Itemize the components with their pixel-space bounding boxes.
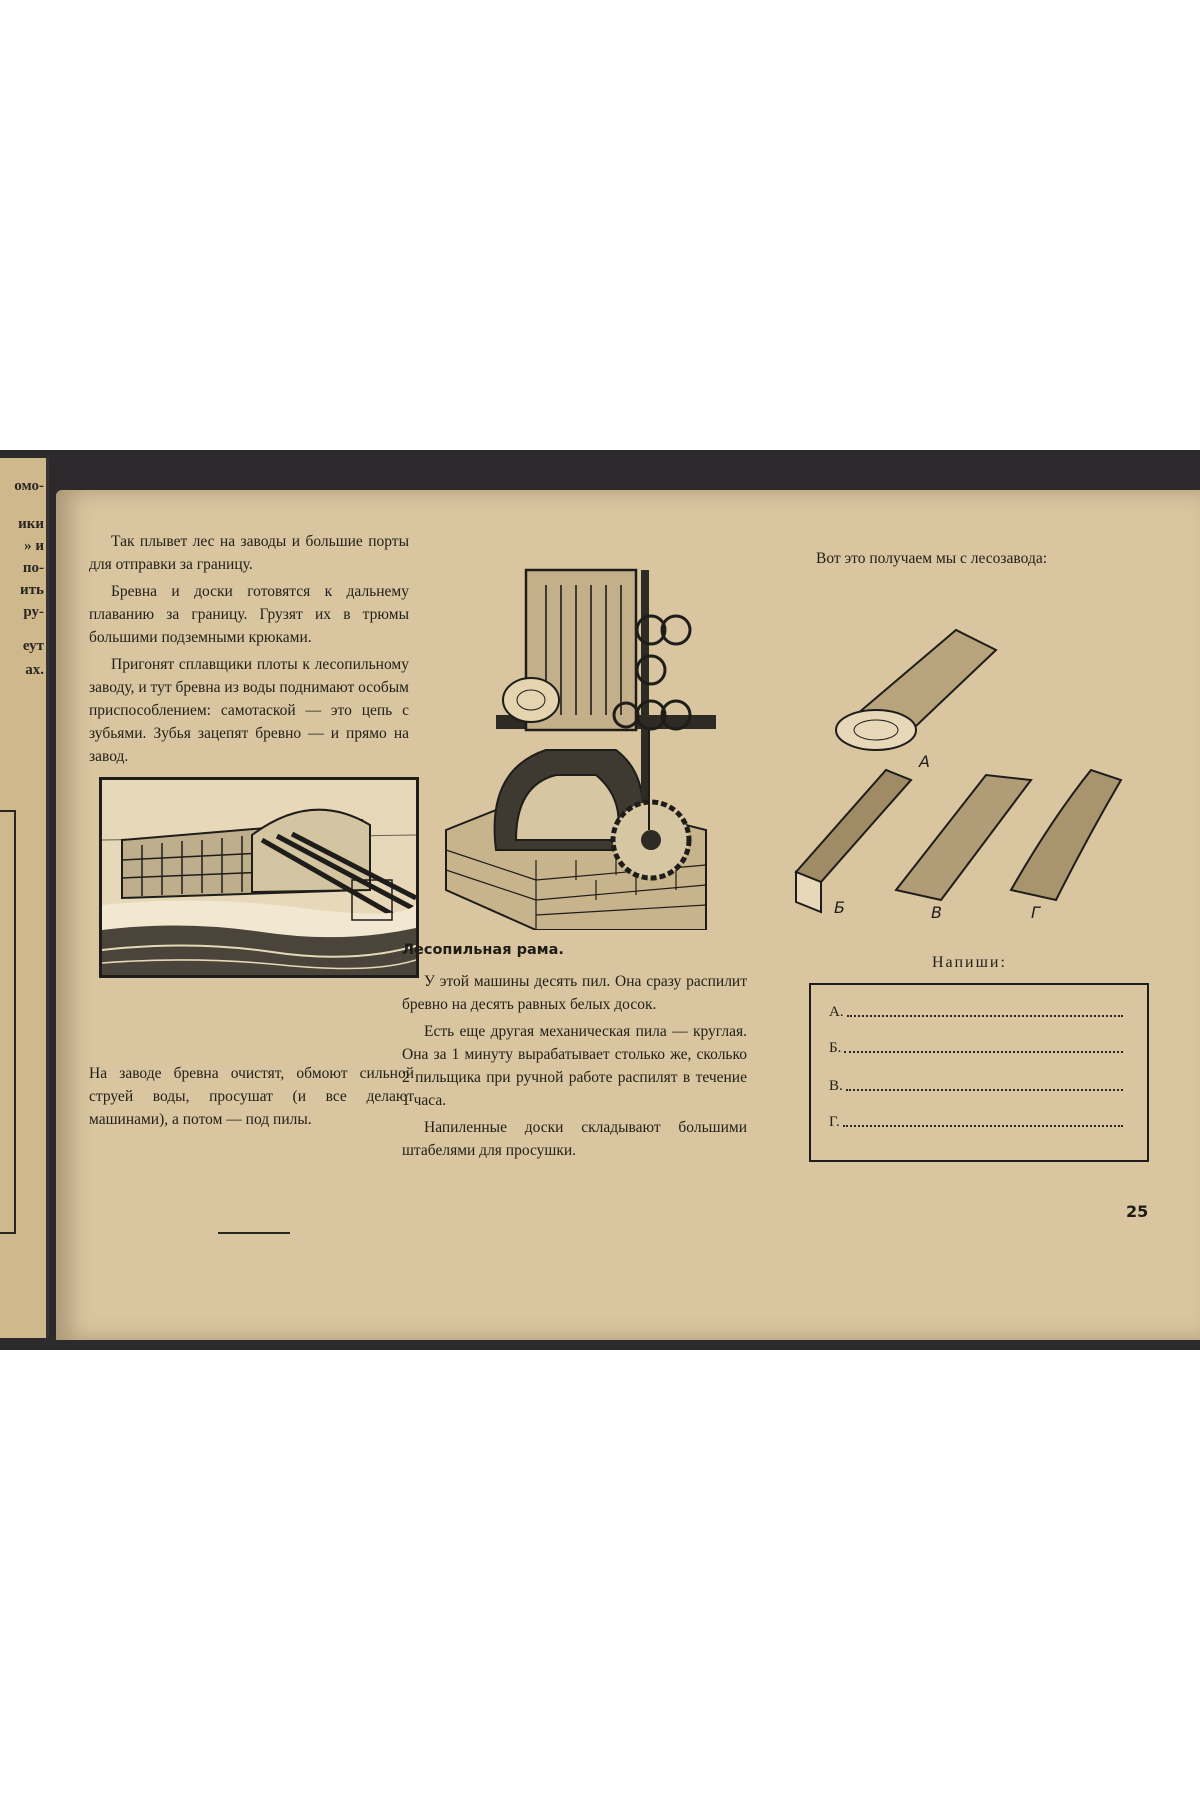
factory-illustration bbox=[99, 777, 419, 978]
dotted-line bbox=[847, 1014, 1123, 1017]
paragraph: Бревна и доски готовятся к дальнему плаванию за границу. Грузят их в трюмы большими подземными крюками. bbox=[89, 583, 409, 646]
prev-page-fragment: ики bbox=[18, 516, 44, 532]
prev-page-frame bbox=[0, 810, 16, 1234]
dotted-line bbox=[844, 1050, 1123, 1053]
paragraph: У этой машины десять пил. Она сразу распилит бревно на десять равных белых досок. bbox=[402, 973, 747, 1013]
answer-letter: Б. bbox=[829, 1040, 842, 1056]
answer-line-b[interactable] bbox=[829, 1035, 1123, 1057]
answer-line-v[interactable] bbox=[829, 1073, 1123, 1095]
label-a: А bbox=[919, 752, 930, 771]
answer-box bbox=[809, 983, 1149, 1162]
sawmill-text bbox=[402, 970, 747, 1166]
paragraph: Пригонят сплавщики плоты к лесопильному заводу, и тут бревна из воды поднимают особым приспособлением: самотаской — это цепь с зубьями. Зубья зацепят бревно — и прямо на завод. bbox=[89, 656, 409, 765]
section-heading: Лесопильная рама. bbox=[402, 942, 564, 958]
answer-line-a[interactable] bbox=[829, 999, 1123, 1021]
prev-page-fragment: ру- bbox=[23, 604, 44, 620]
prev-page-fragment: » и bbox=[24, 538, 44, 554]
answer-letter: А. bbox=[829, 1004, 844, 1020]
paragraph: Напиленные доски складывают большими штабелями для просушки. bbox=[402, 1119, 747, 1159]
label-g: Г bbox=[1031, 903, 1040, 920]
answer-letter: Г. bbox=[829, 1114, 840, 1130]
prev-page-fragment: омо- bbox=[14, 478, 44, 494]
sawmill-machine-illustration bbox=[436, 530, 751, 930]
dotted-line bbox=[843, 1124, 1123, 1127]
lumber-title: Вот это получаем мы с лесозавода: bbox=[816, 550, 1048, 567]
factory-drawing bbox=[102, 780, 416, 975]
label-b: Б bbox=[834, 898, 845, 917]
prev-page-fragment: по- bbox=[22, 560, 44, 576]
factory-caption: На заводе бревна очистят, обмоют сильной струей воды, просушат (и все делают машинами), а потом — под пилы. bbox=[89, 1065, 414, 1128]
dotted-line bbox=[846, 1088, 1123, 1091]
exercise-label: Напиши: bbox=[932, 954, 1007, 971]
previous-page-edge bbox=[0, 458, 49, 1338]
prev-page-fragment: еут bbox=[22, 638, 44, 654]
page-number: 25 bbox=[1126, 1202, 1149, 1221]
paragraph: Так плывет лес на заводы и большие порты для отправки за границу. bbox=[89, 533, 409, 573]
intro-text bbox=[89, 530, 409, 772]
divider bbox=[218, 1232, 290, 1234]
prev-page-fragment: ах. bbox=[25, 662, 44, 678]
answer-line-g[interactable] bbox=[829, 1109, 1123, 1131]
answer-letter: В. bbox=[829, 1078, 843, 1094]
label-v: В bbox=[931, 903, 942, 920]
lumber-products-illustration bbox=[786, 590, 1200, 920]
book-photo bbox=[0, 450, 1200, 1350]
prev-page-fragment: ить bbox=[20, 582, 44, 598]
paragraph: Есть еще другая механическая пила — круглая. Она за 1 минуту вырабатывает столько же, сколько 2 пильщика при ручной работе распилят в течение 1 часа. bbox=[402, 1023, 747, 1109]
book-page bbox=[56, 490, 1200, 1340]
